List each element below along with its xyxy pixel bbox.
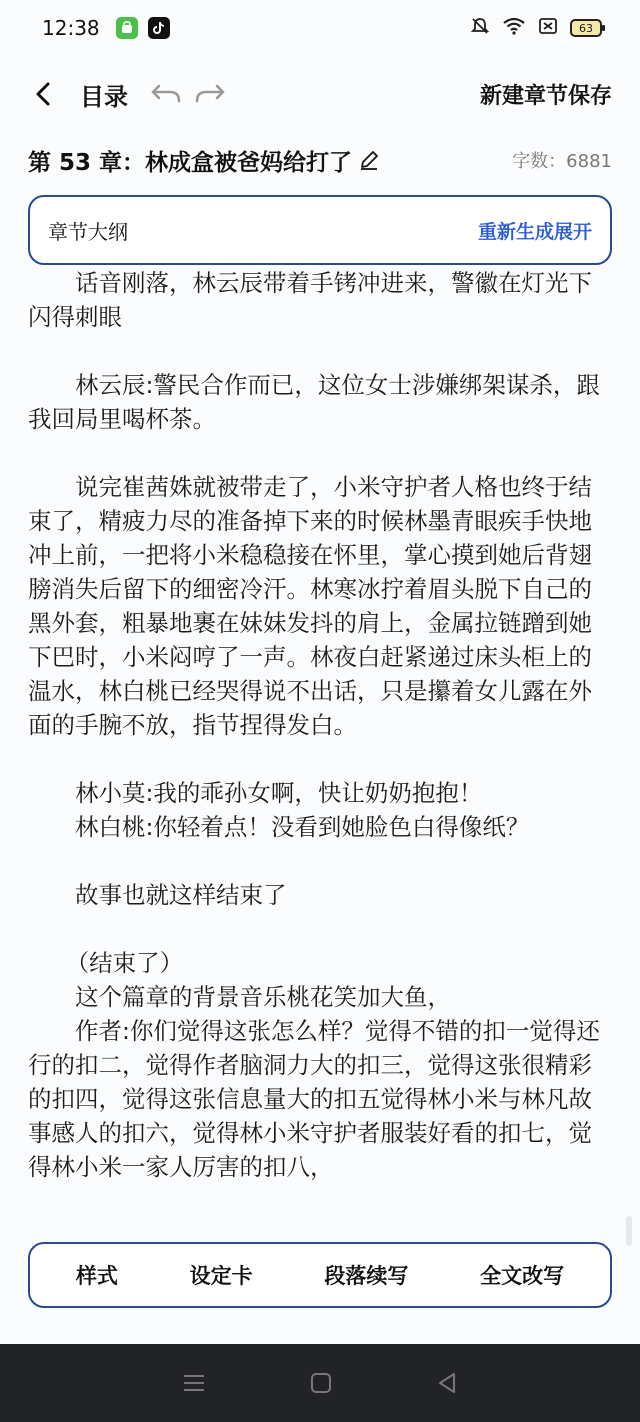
word-count: 字数：6881	[512, 151, 612, 172]
store-app-icon	[116, 17, 138, 39]
home-icon[interactable]	[309, 1371, 333, 1395]
paragraph: 林小莫:我的乖孙女啊，快让奶奶抱抱！	[75, 779, 483, 807]
paragraph: 这个篇章的背景音乐桃花笑加大鱼，	[75, 983, 451, 1011]
chapter-outline-panel[interactable]	[28, 195, 612, 265]
mute-bell-icon	[470, 16, 490, 40]
chapter-header	[28, 138, 612, 182]
pencil-icon[interactable]	[358, 149, 380, 171]
paragraph: 林云辰:警民合作而已，这位女士涉嫌绑架谋杀，跟我回局里喝杯茶。	[28, 371, 600, 433]
back-icon[interactable]	[435, 1371, 459, 1395]
redo-icon[interactable]	[194, 83, 226, 105]
chapter-title[interactable]: 第 53 章：林成盒被爸妈给打了	[28, 149, 353, 176]
save-new-chapter-button[interactable]: 新建章节保存	[479, 83, 612, 109]
battery-icon: 63	[570, 19, 602, 37]
catalog-button[interactable]: 目录	[80, 82, 128, 111]
outline-label: 章节大纲	[48, 219, 128, 244]
paragraph: 作者:你们觉得这张怎么样？觉得不错的扣一觉得还行的扣二，觉得作者脑洞力大的扣三，觉得这张很精彩的扣四，觉得这张信息量大的扣五觉得林小米与林凡故事感人的扣六，觉得林小米守护者服装好看的扣七，觉得林小米一家人厉害的扣八，	[28, 1017, 600, 1181]
wifi-icon	[502, 16, 526, 40]
paragraph: （结束了）	[65, 949, 184, 977]
editor-toolbar	[28, 1242, 612, 1308]
chapter-text-editor[interactable]	[28, 266, 612, 1242]
continue-paragraph-button[interactable]: 段落续写	[324, 1264, 409, 1288]
paragraph: 林白桃:你轻着点！没看到她脸色白得像纸？	[75, 813, 530, 841]
rewrite-all-button[interactable]: 全文改写	[480, 1264, 565, 1288]
paragraph: 话音刚落，林云辰带着手铐冲进来，警徽在灯光下闪得刺眼	[28, 269, 592, 331]
tiktok-app-icon	[148, 17, 170, 39]
menu-icon[interactable]	[181, 1371, 207, 1395]
setting-card-button[interactable]: 设定卡	[189, 1264, 253, 1288]
paragraph: 故事也就这样结束了	[75, 881, 287, 909]
system-nav-bar	[0, 1344, 640, 1422]
sim-icon	[538, 16, 558, 40]
paragraph: 说完崔茜姝就被带走了，小米守护者人格也终于结束了，精疲力尽的准备掉下来的时候林墨青眼疾手快地冲上前，一把将小米稳稳接在怀里，掌心摸到她后背翅膀消失后留下的细密冷汗。林寒冰拧着眉头脱下自己的黑外套，粗暴地裹在妹妹发抖的肩上，金属拉链蹭到她下巴时，小米闷哼了一声。林夜白赶紧递过床头柜上的温水，林白桃已经哭得说不出话，只是攥着女儿露在外面的手腕不放，指节捏得发白。	[28, 473, 592, 739]
back-chevron-icon[interactable]	[32, 81, 56, 107]
nav-bar	[0, 66, 640, 122]
regenerate-expand-button[interactable]: 重新生成展开	[477, 220, 592, 243]
scrollbar[interactable]	[626, 1216, 632, 1246]
status-time: 12:38	[42, 16, 100, 40]
style-button[interactable]: 样式	[75, 1264, 118, 1288]
status-bar	[0, 0, 640, 56]
undo-icon[interactable]	[150, 83, 182, 105]
